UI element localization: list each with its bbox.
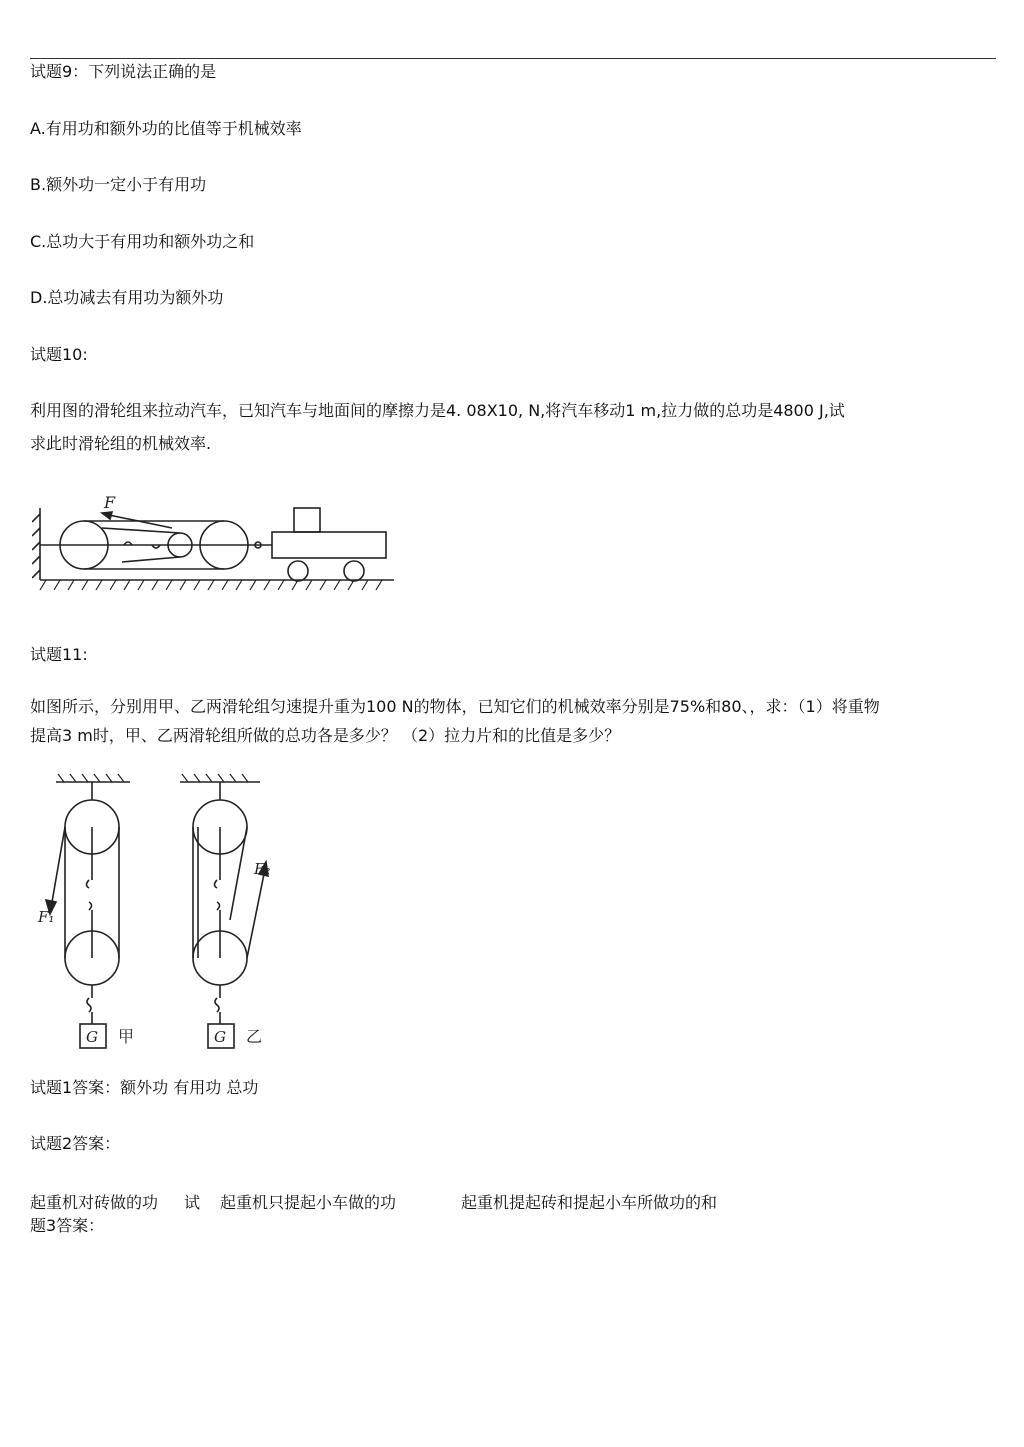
answer-3-col4: 起重机提起砖和提起小车所做功的和 [461, 1193, 718, 1212]
q11-text-line1: 如图所示，分别用甲、乙两滑轮组匀速提升重为100 N的物体，已知它们的机械效率分别是75%和80、，求：（1）将重物 [30, 697, 880, 716]
q9-option-b: B.额外功一定小于有用功 [30, 175, 207, 194]
q10-text-line1: 利用图的滑轮组来拉动汽车，已知汽车与地面间的摩擦力是4. 08X10, N,将汽车移动1 m,拉力做的总功是4800 J,试 [30, 401, 845, 420]
q11-text-line2: 提高3 m时，甲、乙两滑轮组所做的总功各是多少？ （2）拉力片和的比值是多少？ [30, 726, 621, 745]
q10-pulley-car-figure [32, 488, 397, 598]
q11-pulley-systems-figure [32, 770, 292, 1055]
answer-1: 试题1答案：额外功 有用功 总功 [30, 1078, 259, 1097]
weight-g-right: G [214, 1028, 226, 1046]
answer-3-line2: 题3答案： [30, 1216, 105, 1235]
q10-title: 试题10: [30, 345, 88, 364]
q11-title: 试题11: [30, 645, 88, 664]
answer-3-col2: 试 [184, 1193, 201, 1212]
force-f2-label: F₂ [254, 860, 271, 878]
answer-3-col1: 起重机对砖做的功 [30, 1193, 159, 1212]
answer-3-col3: 起重机只提起小车做的功 [220, 1193, 397, 1212]
q9-option-d: D.总功减去有用功为额外功 [30, 288, 224, 307]
q9-option-c: C.总功大于有用功和额外功之和 [30, 232, 255, 251]
q9-title: 试题9：下列说法正确的是 [30, 62, 217, 81]
weight-g-left: G [86, 1028, 98, 1046]
answer-2: 试题2答案： [30, 1134, 121, 1153]
q9-option-a: A.有用功和额外功的比值等于机械效率 [30, 119, 302, 138]
force-f1-label: F₁ [38, 908, 55, 926]
force-f-label: F [104, 493, 116, 512]
label-yi: 乙 [246, 1027, 263, 1046]
q10-text-line2: 求此时滑轮组的机械效率. [30, 434, 212, 453]
top-rule [30, 58, 996, 59]
label-jia: 甲 [118, 1027, 135, 1046]
